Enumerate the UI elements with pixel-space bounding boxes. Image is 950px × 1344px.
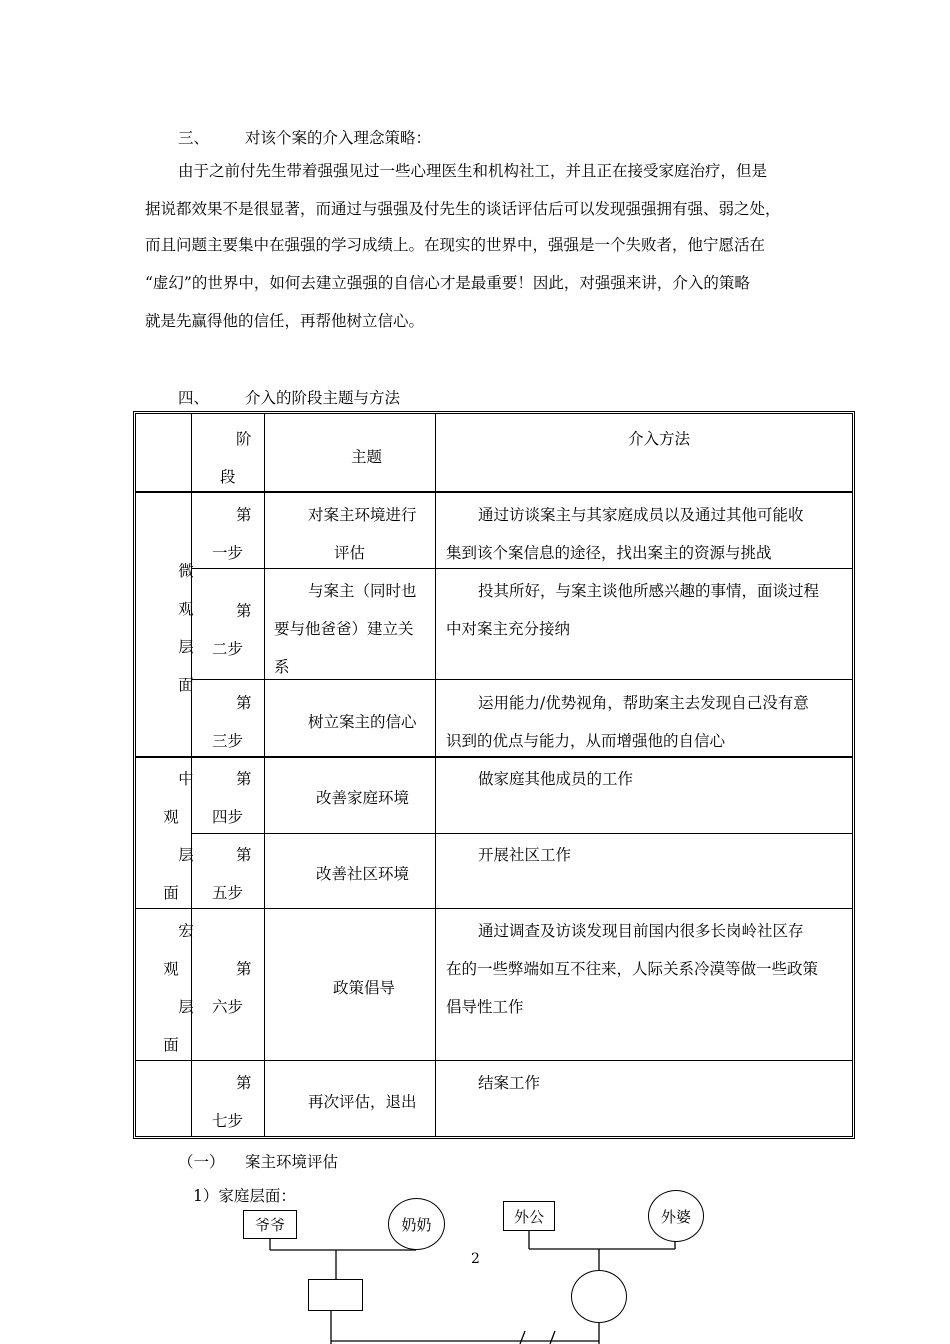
method-cell: 开展社区工作 [478,846,572,864]
method-cell: 在的一些弊端如互不往来，人际关系冷漠等做一些政策 [446,960,819,978]
stage-cell: 二步 [212,640,244,658]
stage-cell: 第 [236,1074,252,1092]
page-number: 2 [471,1251,480,1267]
stage-cell: 四步 [212,808,244,826]
stage-cell: 五步 [212,884,244,902]
subsection-title: 案主环境评估 [245,1153,339,1171]
grandma-paternal-circle: 奶奶 [388,1198,445,1250]
method-cell: 集到该个案信息的途径，找出案主的资源与挑战 [446,544,772,562]
theme-cell: 系 [274,658,290,676]
method-cell: 做家庭其他成员的工作 [478,770,634,788]
level-micro: 微 观 层 面 [178,562,194,694]
theme-cell: 与案主（同时也 [308,582,417,600]
family-level-label: 1）家庭层面： [193,1187,296,1205]
paragraph-line: “虚幻”的世界中，如何去建立强强的自信心才是最重要！因此，对强强来讲，介入的策略 [145,274,750,292]
section-4-number: 四、 [178,389,210,407]
theme-cell: 改善家庭环境 [316,789,410,807]
paragraph-line: 据说都效果不是很显著，而通过与强强及付先生的谈话评估后可以发现强强拥有强、弱之处， [145,200,781,218]
stage-cell: 一步 [212,544,244,562]
header-method: 介入方法 [628,430,691,448]
stage-cell: 第 [236,694,252,712]
method-cell: 通过调查及访谈发现目前国内很多长岗岭社区存 [478,922,804,940]
method-cell: 运用能力/优势视角，帮助案主去发现自己没有意 [478,694,809,712]
method-cell: 通过访谈案主与其家庭成员以及通过其他可能收 [478,506,804,524]
theme-cell: 政策倡导 [333,979,396,997]
method-cell: 中对案主充分接纳 [446,620,571,638]
method-cell: 结案工作 [478,1074,541,1092]
theme-cell: 评估 [334,544,366,562]
stage-cell: 第 [236,960,252,978]
section-3-number: 三、 [178,129,210,147]
father-box [308,1279,363,1311]
method-cell: 投其所好，与案主谈他所感兴趣的事情，面谈过程 [478,582,820,600]
stage-cell: 七步 [212,1112,244,1130]
subsection-number: （一） [178,1153,225,1171]
header-stage: 段 [220,468,236,486]
paragraph-line: 就是先赢得他的信任，再帮他树立信心。 [145,312,425,330]
grandpa-paternal-box: 爷爷 [243,1210,297,1239]
paragraph-line: 而且问题主要集中在强强的学习成绩上。在现实的世界中，强强是一个失败者，他宁愿活在 [145,236,766,254]
grandpa-maternal-box: 外公 [503,1201,555,1231]
level-macro: 宏 观 层 面 [163,922,194,1054]
mother-circle [571,1270,627,1323]
section-3-title: 对该个案的介入理念策略： [245,129,432,147]
theme-cell: 再次评估，退出 [308,1093,417,1111]
level-meso: 中 观 层 面 [163,770,194,902]
method-cell: 识到的优点与能力，从而增强他的自信心 [446,732,726,750]
method-cell: 倡导性工作 [446,998,524,1016]
theme-cell: 对案主环境进行 [308,506,417,524]
grandma-maternal-circle: 外婆 [648,1190,704,1242]
stage-cell: 六步 [212,998,244,1016]
paragraph-line: 由于之前付先生带着强强见过一些心理医生和机构社工，并且正在接受家庭治疗，但是 [178,162,768,180]
stage-cell: 第 [236,602,252,620]
theme-cell: 改善社区环境 [316,865,410,883]
header-stage: 阶 [236,430,252,448]
stage-cell: 第 [236,770,252,788]
theme-cell: 树立案主的信心 [308,713,417,731]
stage-cell: 第 [236,506,252,524]
theme-cell: 要与他爸爸）建立关 [274,620,414,638]
header-theme: 主题 [351,448,383,466]
stage-cell: 第 [236,846,252,864]
stage-cell: 三步 [212,732,244,750]
section-4-title: 介入的阶段主题与方法 [245,389,401,407]
